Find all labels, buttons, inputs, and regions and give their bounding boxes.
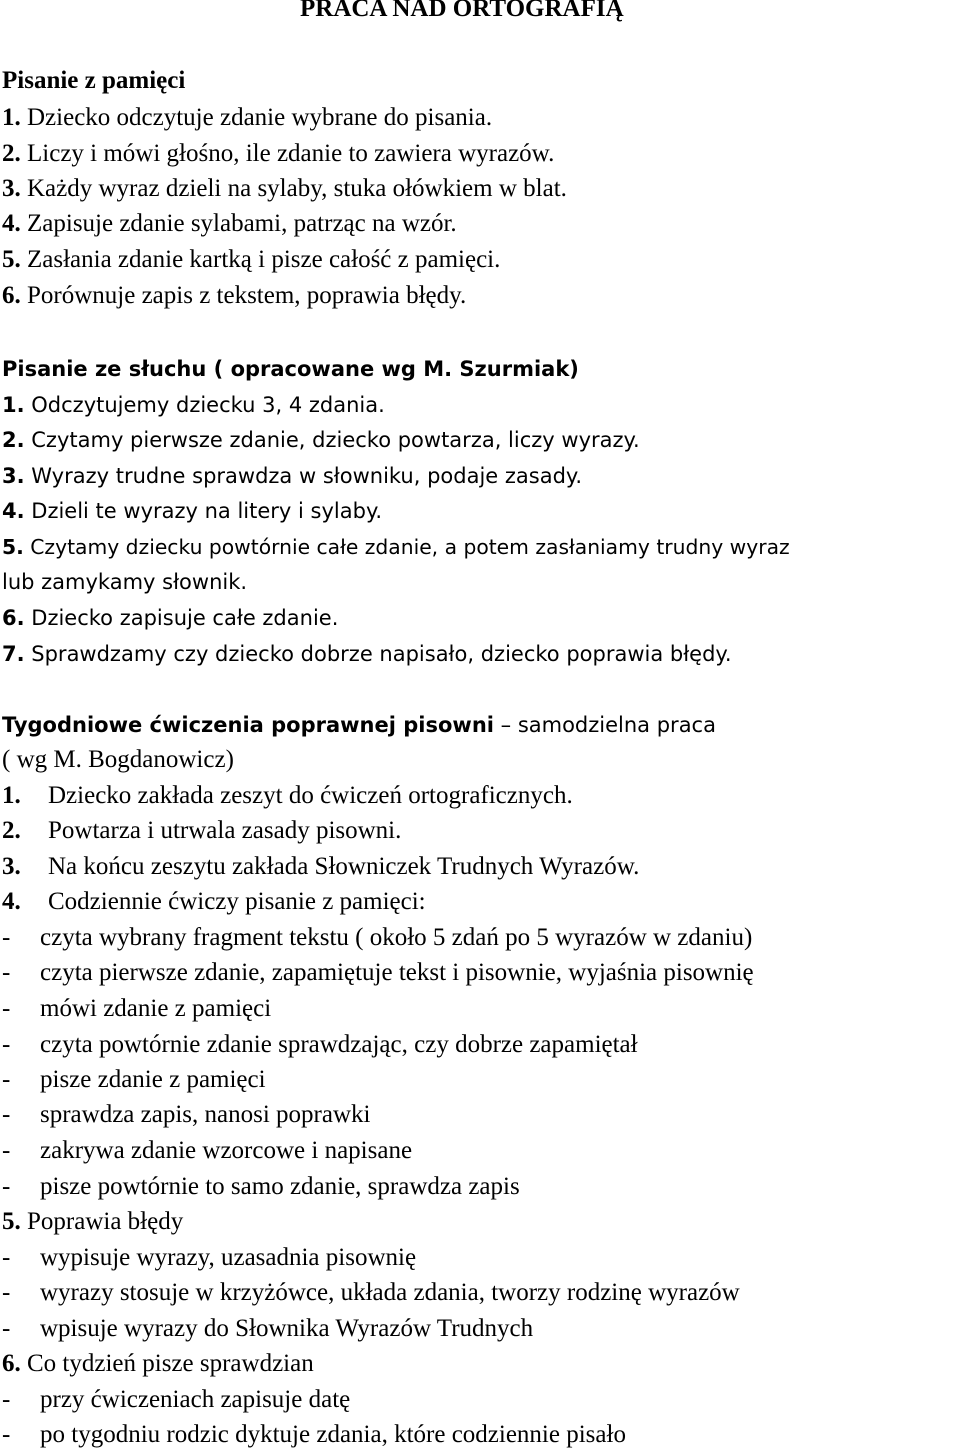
section-heading-subtitle: ( wg M. Bogdanowicz) (2, 746, 234, 773)
list-item: 6. Porównuje zapis z tekstem, poprawia błędy. (2, 282, 467, 309)
bullet-item: - zakrywa zdanie wzorcowe i napisane (2, 1137, 413, 1164)
section-heading-tygodniowe-cwiczenia: Tygodniowe ćwiczenia poprawnej pisowni – samodzielna praca (2, 713, 716, 737)
list-item: 6. Co tydzień pisze sprawdzian (2, 1350, 314, 1377)
list-item: 1. Dziecko zakłada zeszyt do ćwiczeń ortograficznych. (2, 782, 573, 809)
list-item: 5. Czytamy dziecku powtórnie całe zdanie, a potem zasłaniamy trudny wyraz (2, 535, 790, 559)
list-item: 3. Każdy wyraz dzieli na sylaby, stuka ołówkiem w blat. (2, 175, 567, 202)
list-item: 2. Powtarza i utrwala zasady pisowni. (2, 817, 402, 844)
bullet-item: - pisze powtórnie to samo zdanie, sprawdza zapis (2, 1173, 520, 1200)
list-item: 6. Dziecko zapisuje całe zdanie. (2, 606, 339, 630)
list-item: 5. Zasłania zdanie kartką i pisze całość z pamięci. (2, 246, 501, 273)
list-item: 3. Na końcu zeszytu zakłada Słowniczek Trudnych Wyrazów. (2, 853, 640, 880)
section-heading-pisanie-ze-sluchu: Pisanie ze słuchu ( opracowane wg M. Szurmiak) (2, 357, 579, 381)
bullet-item: - sprawdza zapis, nanosi poprawki (2, 1101, 371, 1128)
bullet-item: - pisze zdanie z pamięci (2, 1066, 266, 1093)
list-item: 1. Dziecko odczytuje zdanie wybrane do pisania. (2, 104, 493, 131)
bullet-item: - czyta pierwsze zdanie, zapamiętuje tekst i pisownie, wyjaśnia pisownię (2, 959, 754, 986)
section-heading-pisanie-z-pamieci: Pisanie z pamięci (2, 67, 186, 94)
bullet-item: - mówi zdanie z pamięci (2, 995, 272, 1022)
bullet-item: - wyrazy stosuje w krzyżówce, układa zdania, tworzy rodzinę wyrazów (2, 1279, 740, 1306)
list-item: 2. Liczy i mówi głośno, ile zdanie to zawiera wyrazów. (2, 140, 555, 167)
bullet-item: - przy ćwiczeniach zapisuje datę (2, 1386, 351, 1413)
bullet-item: - wpisuje wyrazy do Słownika Wyrazów Trudnych (2, 1315, 534, 1342)
bullet-item: - po tygodniu rodzic dyktuje zdania, które codziennie pisało (2, 1421, 626, 1448)
list-item: 4. Codziennie ćwiczy pisanie z pamięci: (2, 888, 426, 915)
list-item: 1. Odczytujemy dziecku 3, 4 zdania. (2, 393, 385, 417)
bullet-item: - czyta wybrany fragment tekstu ( około 5 zdań po 5 wyrazów w zdaniu) (2, 924, 753, 951)
list-item: 4. Dzieli te wyrazy na litery i sylaby. (2, 499, 383, 523)
bullet-item: - czyta powtórnie zdanie sprawdzając, czy dobrze zapamiętał (2, 1031, 638, 1058)
bullet-item: - wypisuje wyrazy, uzasadnia pisownię (2, 1244, 417, 1271)
list-item: 7. Sprawdzamy czy dziecko dobrze napisało, dziecko poprawia błędy. (2, 642, 732, 666)
list-item: 5. Poprawia błędy (2, 1208, 184, 1235)
page-title: PRACA NAD ORTOGRAFIĄ (300, 0, 624, 22)
list-item: 2. Czytamy pierwsze zdanie, dziecko powtarza, liczy wyrazy. (2, 428, 640, 452)
list-item-continuation: lub zamykamy słownik. (2, 570, 248, 594)
list-item: 4. Zapisuje zdanie sylabami, patrząc na wzór. (2, 210, 457, 237)
list-item: 3. Wyrazy trudne sprawdza w słowniku, podaje zasady. (2, 464, 583, 488)
